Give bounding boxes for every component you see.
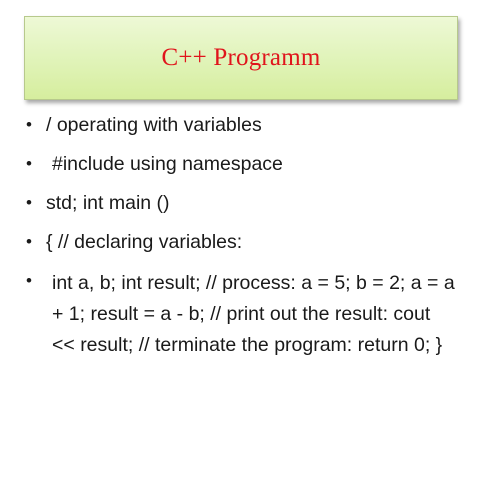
bullet-text: #include using namespace [52, 153, 283, 175]
bullet-icon: • [26, 271, 32, 290]
bullet-text: { // declaring variables: [46, 231, 243, 253]
bullet-item [26, 112, 456, 138]
slide-title: C++ Programm [161, 44, 321, 71]
bullet-text: / operating with variables [46, 114, 262, 136]
bullet-icon: • [26, 115, 32, 134]
bullet-text: std; int main () [46, 192, 170, 214]
bullet-icon: • [26, 232, 32, 251]
slide-title-box [24, 16, 458, 100]
bullet-text: int a, b; int result; // process: a = 5; b = 2; a = a + 1; result = a - b; // print out the result: cout << result; // terminate the program: return 0; } [52, 272, 455, 356]
bullet-item [26, 190, 456, 216]
bullet-item [26, 151, 456, 177]
bullet-icon: • [26, 154, 32, 173]
bullet-list [26, 112, 456, 361]
bullet-icon: • [26, 193, 32, 212]
bullet-item [26, 268, 456, 361]
bullet-item [26, 229, 456, 255]
